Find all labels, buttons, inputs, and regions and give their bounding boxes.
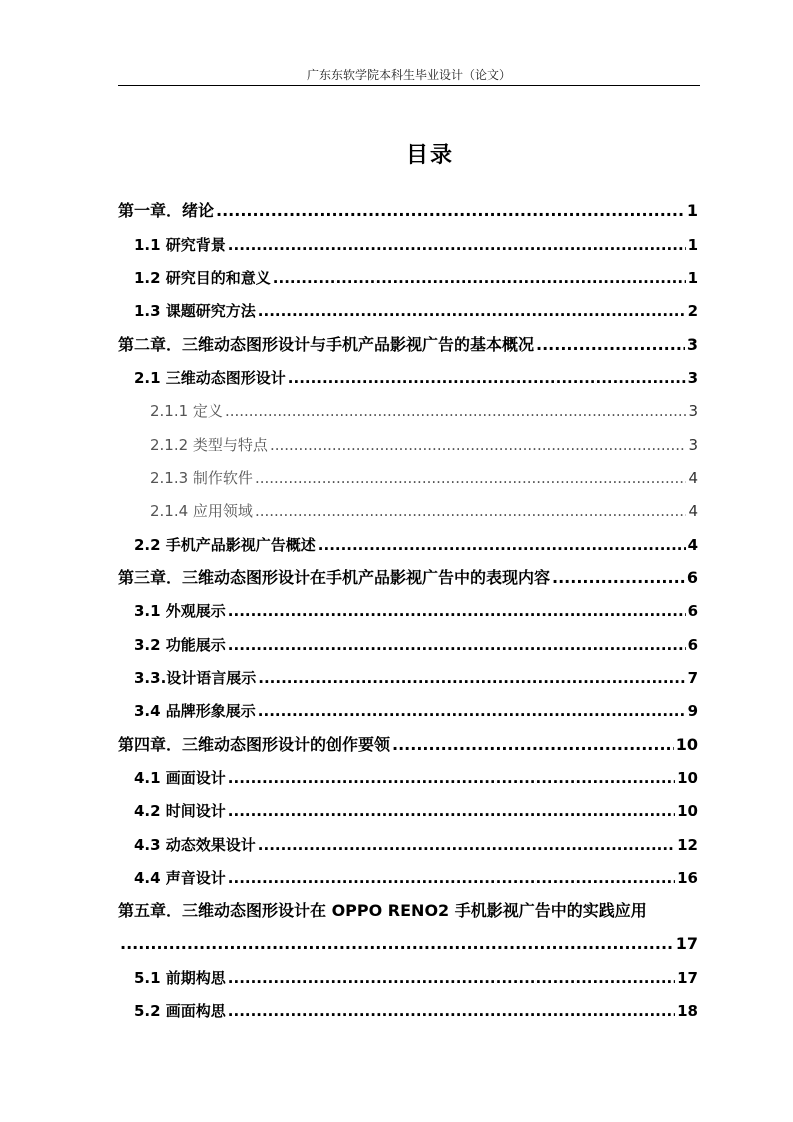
toc-leader-dots bbox=[536, 333, 685, 357]
toc-entry-title: 2.2 手机产品影视广告概述 bbox=[134, 536, 316, 554]
toc-entry[interactable] bbox=[150, 399, 698, 423]
toc-leader-dots bbox=[225, 399, 687, 423]
toc-entry-title: 3.2 功能展示 bbox=[134, 636, 226, 654]
toc-leader-dots bbox=[228, 866, 675, 890]
toc-entry[interactable] bbox=[134, 866, 698, 890]
toc-leader-dots bbox=[288, 366, 686, 390]
toc-entry-page: 6 bbox=[687, 636, 698, 654]
toc-entry-title: 1.1 研究背景 bbox=[134, 236, 226, 254]
toc-entry-title: 4.2 时间设计 bbox=[134, 802, 226, 820]
toc-leader-dots bbox=[270, 433, 687, 457]
toc-entry-page: 7 bbox=[687, 669, 698, 687]
toc-entry-page: 1 bbox=[686, 201, 698, 220]
toc-entry-title: 1.3 课题研究方法 bbox=[134, 302, 256, 320]
toc-entry-page: 1 bbox=[687, 236, 698, 254]
toc-entry-page: 10 bbox=[677, 802, 698, 820]
toc-entry-title: 3.1 外观展示 bbox=[134, 602, 226, 620]
toc-entry-page: 12 bbox=[677, 836, 698, 854]
toc-entry-page: 1 bbox=[687, 269, 698, 287]
toc-entry-page: 18 bbox=[677, 1002, 698, 1020]
toc-leader-dots bbox=[392, 733, 674, 757]
toc-entry-title: 第一章．绪论 bbox=[118, 201, 215, 220]
toc-entry-title: 2.1 三维动态图形设计 bbox=[134, 369, 286, 387]
toc-entry-title: 第二章．三维动态图形设计与手机产品影视广告的基本概况 bbox=[118, 335, 535, 354]
toc-entry[interactable] bbox=[134, 599, 698, 623]
toc-entry[interactable] bbox=[134, 799, 698, 823]
toc-entry-continuation[interactable] bbox=[120, 932, 698, 956]
toc-entry-title: 3.4 品牌形象展示 bbox=[134, 702, 256, 720]
toc-entry-page: 4 bbox=[688, 502, 698, 520]
toc-entry-page: 3 bbox=[686, 335, 698, 354]
toc-entry-title: 4.1 画面设计 bbox=[134, 769, 226, 787]
toc-entry-page: 10 bbox=[675, 735, 698, 754]
toc-entry-title: 第四章．三维动态图形设计的创作要领 bbox=[118, 735, 391, 754]
toc-entry[interactable] bbox=[134, 966, 698, 990]
toc-entry-page: 3 bbox=[687, 369, 698, 387]
toc-leader-dots bbox=[258, 666, 685, 690]
toc-entry-page: 17 bbox=[677, 969, 698, 987]
toc-entry[interactable] bbox=[134, 266, 698, 290]
page-title: 目录 bbox=[405, 143, 454, 168]
toc-entry-page: 4 bbox=[687, 536, 698, 554]
toc-leader-dots bbox=[258, 833, 675, 857]
toc-entry[interactable] bbox=[134, 699, 698, 723]
toc-entry-page: 17 bbox=[675, 934, 698, 953]
toc-leader-dots bbox=[258, 299, 686, 323]
toc-entry[interactable] bbox=[134, 766, 698, 790]
toc-leader-dots bbox=[552, 566, 685, 590]
toc-leader-dots bbox=[258, 699, 686, 723]
toc-entry[interactable] bbox=[118, 566, 698, 590]
toc-entry-page: 3 bbox=[688, 436, 698, 454]
toc-entry[interactable] bbox=[134, 366, 698, 390]
toc-entry[interactable] bbox=[134, 299, 698, 323]
toc-entry-title: 2.1.2 类型与特点 bbox=[150, 436, 268, 454]
toc-entry[interactable] bbox=[134, 233, 698, 257]
toc-entry-page: 9 bbox=[687, 702, 698, 720]
toc-entry[interactable] bbox=[150, 499, 698, 523]
toc-leader-dots bbox=[216, 199, 685, 223]
toc-entry-page: 4 bbox=[688, 469, 698, 487]
toc-entry-title: 4.3 动态效果设计 bbox=[134, 836, 256, 854]
toc-entry-title: 2.1.3 制作软件 bbox=[150, 469, 253, 487]
toc-entry-title: 第五章．三维动态图形设计在 OPPO RENO2 手机影视广告中的实践应用 bbox=[118, 901, 647, 920]
toc-entry[interactable] bbox=[134, 533, 698, 557]
toc-entry-title: 第三章．三维动态图形设计在手机产品影视广告中的表现内容 bbox=[118, 568, 551, 587]
toc-entry[interactable] bbox=[134, 633, 698, 657]
toc-entry[interactable] bbox=[118, 333, 698, 357]
toc-entry[interactable] bbox=[134, 999, 698, 1023]
toc-entry[interactable] bbox=[134, 833, 698, 857]
toc-entry-title: 3.3.设计语言展示 bbox=[134, 669, 257, 687]
toc-leader-dots bbox=[255, 466, 687, 490]
toc-leader-dots bbox=[228, 766, 675, 790]
toc-leader-dots bbox=[228, 633, 686, 657]
toc-leader-dots bbox=[318, 533, 686, 557]
toc-leader-dots bbox=[273, 266, 686, 290]
toc-entry-page: 6 bbox=[687, 602, 698, 620]
toc-entry-page: 16 bbox=[677, 869, 698, 887]
toc-entry-title: 2.1.4 应用领域 bbox=[150, 502, 253, 520]
toc-entry-title: 5.1 前期构思 bbox=[134, 969, 226, 987]
toc-entry-page: 2 bbox=[687, 302, 698, 320]
toc-leader-dots bbox=[228, 799, 675, 823]
toc-leader-dots bbox=[120, 932, 674, 956]
toc-entry-page: 3 bbox=[688, 402, 698, 420]
page-header: 广东东软学院本科生毕业设计（论文） bbox=[306, 68, 511, 82]
toc-entry-title: 1.2 研究目的和意义 bbox=[134, 269, 271, 287]
toc-entry[interactable] bbox=[134, 666, 698, 690]
toc-entry[interactable] bbox=[150, 466, 698, 490]
toc-entry[interactable] bbox=[150, 433, 698, 457]
toc-entry[interactable] bbox=[118, 199, 698, 223]
toc-entry-page: 10 bbox=[677, 769, 698, 787]
toc-leader-dots bbox=[228, 999, 675, 1023]
toc-entry-page: 6 bbox=[686, 568, 698, 587]
toc-leader-dots bbox=[255, 499, 687, 523]
toc-entry-title: 5.2 画面构思 bbox=[134, 1002, 226, 1020]
toc-entry-title: 2.1.1 定义 bbox=[150, 402, 223, 420]
toc-entry[interactable] bbox=[118, 899, 698, 923]
toc-entry[interactable] bbox=[118, 733, 698, 757]
toc-leader-dots bbox=[228, 233, 686, 257]
toc-leader-dots bbox=[228, 966, 675, 990]
header-divider bbox=[118, 85, 700, 86]
toc-leader-dots bbox=[228, 599, 686, 623]
toc-entry-title: 4.4 声音设计 bbox=[134, 869, 226, 887]
